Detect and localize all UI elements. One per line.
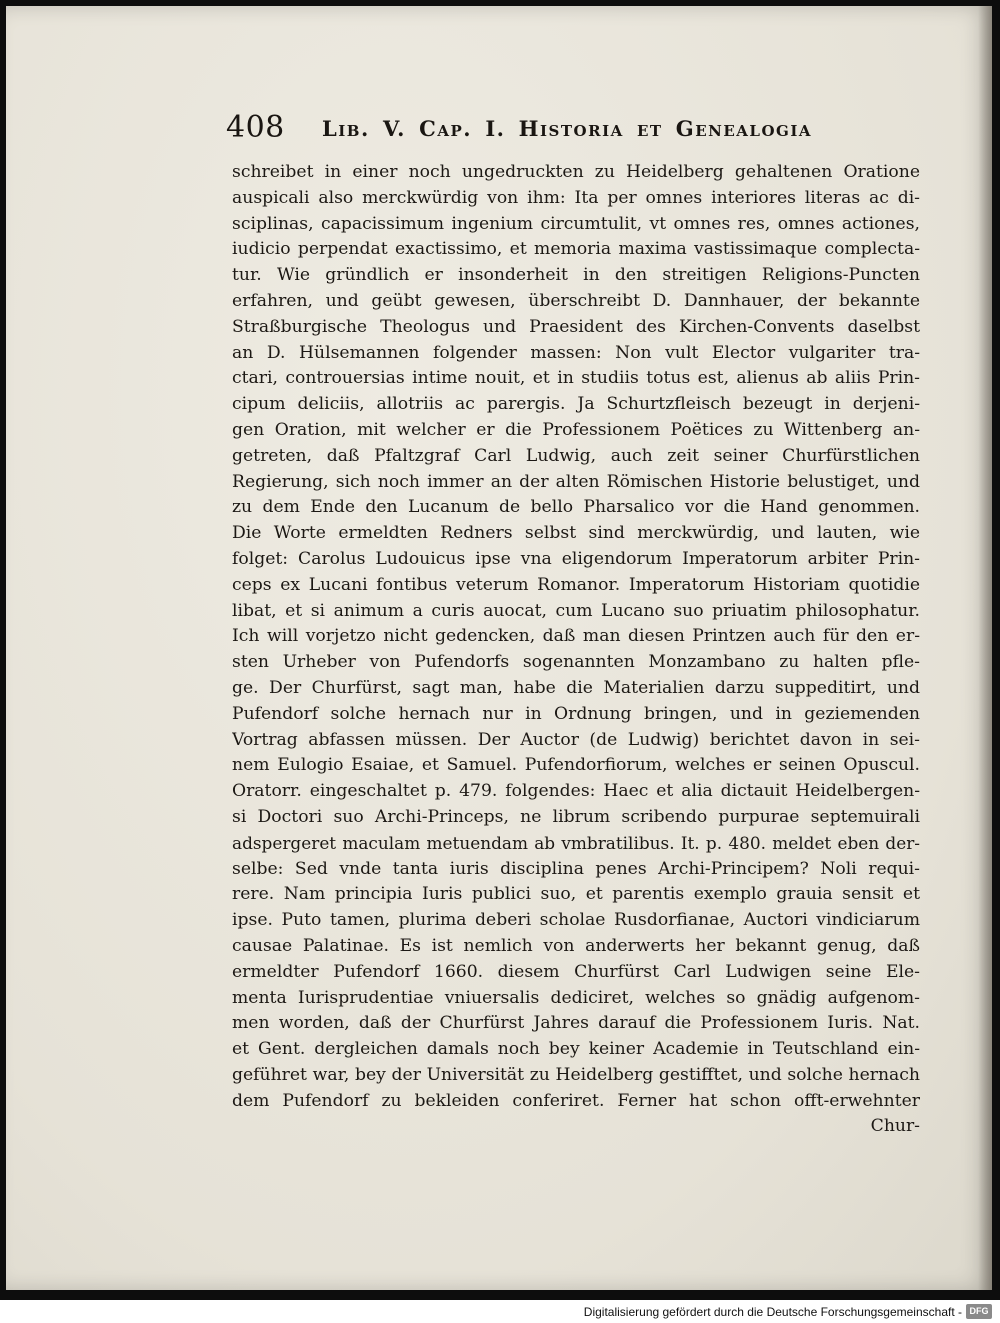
text-line: sciplinas, capacissimum ingenium circumtulit, vt omnes res, omnes actiones, — [232, 213, 920, 234]
text-line: auspicali also merckwürdig von ihm: Ita per omnes interiores literas ac di- — [232, 187, 920, 208]
text-line: iudicio perpendat exactissimo, et memoria maxima vastissimaque complecta- — [232, 239, 920, 260]
text-line: zu dem Ende den Lucanum de bello Pharsalico vor die Hand genommen. — [232, 497, 920, 518]
text-line: si Doctori suo Archi-Princeps, ne librum scribendo purpurae septemuirali — [232, 806, 920, 827]
text-line: selbe: Sed vnde tanta iuris disciplina penes Archi-Principem? Noli requi- — [232, 858, 920, 879]
text-line: tur. Wie gründlich er insonderheit in den streitigen Religions-Puncten — [232, 265, 920, 286]
body-text — [232, 160, 920, 1140]
funding-notice: Digitalisierung gefördert durch die Deutsche Forschungsgemeinschaft - — [583, 1305, 962, 1319]
footer — [0, 1300, 1000, 1323]
text-line: ge. Der Churfürst, sagt man, habe die Materialien darzu suppeditirt, und — [232, 677, 920, 698]
text-line: Pufendorf solche hernach nur in Ordnung bringen, und in geziemenden — [232, 703, 920, 724]
text-line: Die Worte ermeldten Redners selbst sind merckwürdig, und lauten, wie — [232, 523, 920, 544]
text-line: folget: Carolus Ludouicus ipse vna eligendorum Imperatorum arbiter Prin- — [232, 548, 920, 569]
text-line: ctari, controuersias intime nouit, et in studiis totus est, alienus ab aliis Prin- — [232, 368, 920, 389]
text-line: libat, et si animum a curis auocat, cum Lucano suo priuatim philosophatur. — [232, 600, 920, 621]
text-line: geführet war, bey der Universität zu Heidelberg gestifftet, und solche hernach — [232, 1064, 920, 1085]
page-number: 408 — [226, 110, 285, 145]
catchword: Chur- — [870, 1116, 920, 1137]
text-line: adspergeret maculam metuendam ab vmbratilibus. It. p. 480. meldet eben der- — [232, 832, 920, 853]
text-line: erfahren, und geübt gewesen, überschreibt D. Dannhauer, der bekannte — [232, 290, 920, 311]
page-gutter-shadow — [978, 6, 992, 1290]
text-line: cipum deliciis, allotriis ac parergis. Ja Schurtzfleisch bezeugt in derjeni- — [232, 394, 920, 415]
text-line: rere. Nam principia Iuris publici suo, et parentis exemplo grauia sensit et — [232, 884, 920, 905]
text-line: dem Pufendorf zu bekleiden conferiret. Ferner hat schon offt-erwehnter — [232, 1090, 920, 1111]
text-line: Straßburgische Theologus und Praesident des Kirchen-Convents daselbst — [232, 316, 920, 337]
text-line: schreibet in einer noch ungedruckten zu Heidelberg gehaltenen Oratione — [232, 162, 920, 182]
running-head: Lib. V. Cap. I. Historia et Genealogia — [322, 116, 812, 141]
page-header — [226, 110, 814, 150]
text-line: Vortrag abfassen müssen. Der Auctor (de Ludwig) berichtet davon in sei- — [232, 729, 920, 750]
dfg-logo: DFG — [966, 1304, 992, 1319]
text-line: ermeldter Pufendorf 1660. diesem Churfürst Carl Ludwigen seine Ele- — [232, 961, 920, 982]
text-line: gen Oration, mit welcher er die Professionem Poëtices zu Wittenberg an- — [232, 419, 920, 440]
text-line: nem Eulogio Esaiae, et Samuel. Pufendorfiorum, welches er seinen Opuscul. — [232, 755, 920, 776]
text-line: men worden, daß der Churfürst Jahres darauf die Professionem Iuris. Nat. — [232, 1013, 920, 1034]
text-line: ipse. Puto tamen, plurima deberi scholae Rusdorfianae, Auctori vindiciarum — [232, 910, 920, 931]
text-line: Oratorr. eingeschaltet p. 479. folgendes: Haec et alia dictauit Heidelbergen- — [232, 781, 920, 802]
text-line: causae Palatinae. Es ist nemlich von anderwerts her bekannt genug, daß — [232, 935, 920, 956]
text-line: an D. Hülsemannen folgender massen: Non vult Elector vulgariter tra- — [232, 342, 920, 363]
text-line: Regierung, sich noch immer an der alten Römischen Historie belustiget, und — [232, 471, 920, 492]
text-line: et Gent. dergleichen damals noch bey keiner Academie in Teutschland ein- — [232, 1039, 920, 1060]
text-line: Ich will vorjetzo nicht gedencken, daß man diesen Printzen auch für den er- — [232, 626, 920, 647]
text-line: menta Iurisprudentiae vniuersalis dediciret, welches so gnädig aufgenom- — [232, 987, 920, 1008]
text-line: ceps ex Lucani fontibus veterum Romanor. Imperatorum Historiam quotidie — [232, 574, 920, 595]
text-line: getreten, daß Pfaltzgraf Carl Ludwig, auch zeit seiner Churfürstlichen — [232, 445, 920, 466]
text-line: sten Urheber von Pufendorfs sogenannten Monzambano zu halten pfle- — [232, 652, 920, 673]
